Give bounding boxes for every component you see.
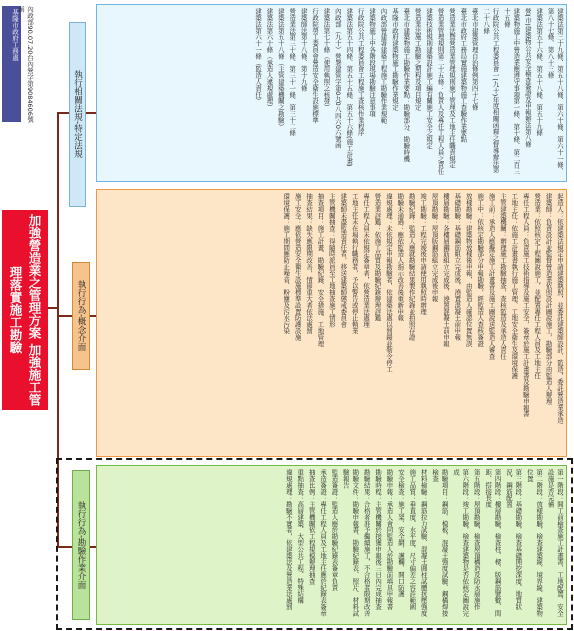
list-item: 專任工程人員：負責施工技術指導及施工安全，簽章於施工計畫書及勘驗申報書	[521, 193, 530, 417]
list-item: 勘驗結果：合格者准予繼續施工，不合格者限期改善	[362, 469, 371, 617]
list-item: 專任工程人員未依規定簽章者，依營造業法處理	[362, 193, 371, 328]
list-item: 施工安全：應依營造安全衛生設施標準設置防護設施	[293, 193, 302, 341]
list-item: 內政部（九十）營署建管字第0九0八四六0六號函	[333, 8, 342, 149]
list-item: 施工前：承造人應擬定施工計畫書及施工圖說送監造人審查	[487, 193, 496, 360]
list-item: 承造簽證：專任工程人員及工地主任應於紀錄表簽章	[319, 469, 328, 617]
list-item: 建築法第五十八條（主管建築機關之勘驗）	[276, 8, 285, 130]
overview-panel	[96, 189, 567, 457]
list-item: 勘驗紀錄：監造人應就勘驗結果製作紀錄並拍照存證	[407, 193, 416, 341]
list-item: 抽查項目：施工計畫、勘驗紀錄、安全措施、工地管理	[316, 193, 325, 347]
regulations-panel	[96, 4, 567, 182]
list-item: 行政院勞工委員會營造安全衛生設施標準	[311, 8, 320, 124]
list-item: 基隆市政府建築物施工勘驗作業規定	[390, 8, 399, 111]
list-item: 行政院公共工程委員會一(九十)年度相關函釋之督導辦法第二十八條	[482, 8, 500, 173]
list-item: 建築法第六十條（承造人違規處理）	[265, 8, 274, 111]
list-item: 第五階段：屋頂勘驗，檢查屋頂構造及防水層施作	[472, 469, 481, 610]
list-item: 監造簽證：監造人應於勘驗紀錄表簽章負責	[330, 469, 339, 591]
list-item: 第三階段：基礎勘驗，檢查基礎開挖深度、地質狀況、鋼筋配置	[504, 469, 523, 610]
list-item: 勘驗文件：勘驗申報書、勘驗紀錄表、照片、材料試驗報告	[341, 469, 360, 617]
list-item: 營造業：依照核定工程圖說施工，並配置專任工程人員及工地主任	[533, 193, 542, 379]
list-item: 基礎勘驗：基礎鋼筋組立完成後，澆置混凝土前申報	[453, 193, 462, 341]
list-item: 主管機關抽查：得隨時派員至工地抽查施工情形	[327, 193, 336, 328]
list-item: 營造業管理規則第二十五條：負責人及專任工程人員之責任	[436, 8, 445, 175]
list-item: 第二階段：放樣勘驗，檢查建築線、境界線、建築物位置	[525, 469, 544, 617]
list-item: 環境保護：施工期間應防止噪音、粉塵及污水污染	[282, 193, 291, 334]
list-item: 施工品質：垂直度、水平度、尺寸偏差之容許範圍	[408, 469, 417, 610]
list-item: 第四階段：樓層勘驗，檢查柱、樑、版鋼筋號數、間距、搭接長度	[484, 469, 502, 617]
agency-badge: 基隆市政府工務處	[2, 6, 21, 122]
category-regulations: 執行相關法規-特定法規	[69, 22, 86, 207]
list-item: 建築法第三十九條、第五十八條、第六十條、第六十一條、第八十七條、第八十三條	[546, 8, 564, 175]
list-item: 樓層勘驗：各樓層鋼筋組立完成後、澆置混凝土前申報	[441, 193, 450, 347]
list-item: 材料檢驗：鋼筋拉力試驗、混凝土圓柱試體抗壓強度	[419, 469, 428, 617]
document-reference: 內政部90.07.20台內營字第9084606號函	[17, 6, 34, 123]
list-item: 抽查比例：主管機關依工程規模辦理抽查	[307, 469, 316, 585]
list-item: 勘驗申報：承造人會同監造人於勘驗前填具申報書	[385, 469, 394, 610]
root-title: 加強營造業之管理方案 加強施工管理落實施工勘驗	[2, 210, 48, 410]
list-item: 營造業法暨營造業管理規則施工管理及工地主任職責規定	[447, 8, 456, 168]
list-item: 營(市)建築物公共安全檢查簽證及申報辦法第八條	[523, 8, 532, 148]
inspection-highlight-frame	[56, 458, 573, 630]
list-item: 工地主任：依施工計畫書執行施工管理、工地安全衛生及環境保護	[510, 193, 519, 379]
list-item: 內政部營建署建築工程施工勘驗作業規範	[379, 8, 388, 124]
category-overview: 執行行為-概念介面	[72, 262, 90, 370]
list-item: 建築物施工中營造業應遵守事項第一條、第十條、第二百三十五條	[502, 8, 521, 175]
list-item: 勘驗項目：鋼筋、模板、混凝土強度試驗、鋼構焊接檢查	[431, 469, 449, 617]
list-item: 建築法第五十四條、第五十五條、第五十六條(施工計畫)	[345, 8, 354, 167]
list-item: 勘驗時程：主管機關於接獲申報後三日內完成抽查	[374, 469, 383, 610]
list-item: 屋頂勘驗：屋頂版鋼筋組立完成後申報	[430, 193, 439, 302]
list-item: 營造業法第三十條、第三十一條、第三十二條	[288, 8, 297, 136]
list-item: 施工中：依核定勘驗部分申報勘驗，經監造人查核簽證	[476, 193, 485, 347]
list-item: 建築法第五十六條、第五十八條、第五十九條	[535, 8, 544, 136]
list-item: 營造業評鑑：依施工品質及勘驗紀錄辦理評鑑	[373, 193, 382, 321]
list-item: 竣工勘驗：工程完竣後申請使用執照時辦理	[419, 193, 428, 315]
list-item: 營造業法施工勘驗之期程及項目規定	[413, 8, 422, 111]
list-item: 起造人：依建築法規定申請建築執照，並委託建築師設計、監造，委託營造業承造	[556, 193, 564, 424]
list-item: 放樣勘驗：建築物放樣後申報，由監造人確認位置無誤	[464, 193, 473, 347]
list-item: 勘驗未通過：應依監造人指示改善後重新申報	[396, 193, 405, 321]
category-inspection: 執行行為-勘驗作業介面	[72, 470, 90, 620]
connector-regulations-panel	[86, 112, 96, 114]
list-item: 違規處理：未依規定申報勘驗者，依建築法處以罰鍰並勒令停工	[384, 193, 393, 373]
list-item: 第一階段：開工前檢查施工計畫書、工地配置、安全設施是否完備	[546, 469, 564, 617]
list-item: 主管建築機關：辦理施工勘驗抽查，查核監造及承造人責任	[498, 193, 507, 360]
list-item: 建築師：負責設計並監督營造業依照設計圖說施工，勘驗部分由監造人辦理	[544, 193, 553, 405]
list-item: 建築物施工中各階段現場勘驗注意事項	[368, 8, 377, 117]
list-item: 行政院公共工程委員會工程施工查核作業程序	[356, 8, 365, 136]
list-item: 建築法第七十條（使用執照之核發）	[322, 8, 331, 111]
list-item: 工地主任未在場執行職務者，予以警告或停止執業	[350, 193, 359, 334]
list-item: 第六階段：竣工勘驗，檢查建築物是否依核定圖說完成	[451, 469, 470, 617]
list-item: 臺北市建築物施工勘驗作業要點：勘驗部分、勘驗時機	[402, 8, 411, 162]
connector-overview	[57, 315, 73, 317]
list-item: 臺北市政府工務局實施建築物施工查驗作業要點	[459, 8, 468, 143]
list-item: 違規處理：勘驗不實者，依建築法及營造業法處罰	[284, 469, 293, 610]
list-item: 臺北市建築管理自治條例第四十七條	[470, 8, 479, 111]
list-item: 建築法第六十一條（監造人責任）	[254, 8, 263, 104]
list-item: 建築師未盡監造責任者，移送建築師懲戒委員會	[339, 193, 348, 328]
list-item: 建築師法第十八條、第十九條	[299, 8, 308, 92]
list-item: 抽查結果：缺失應限期改善，情節重大者依法處罰	[305, 193, 314, 334]
list-item: 安全檢查：施工架、安全網、護欄、開口防護	[396, 469, 405, 597]
list-item: 重點抽查：高層建築、大型公共工程、特殊結構	[296, 469, 305, 604]
list-item: 建築技術規則建築設計施工編有關施工安全之規定	[425, 8, 434, 149]
